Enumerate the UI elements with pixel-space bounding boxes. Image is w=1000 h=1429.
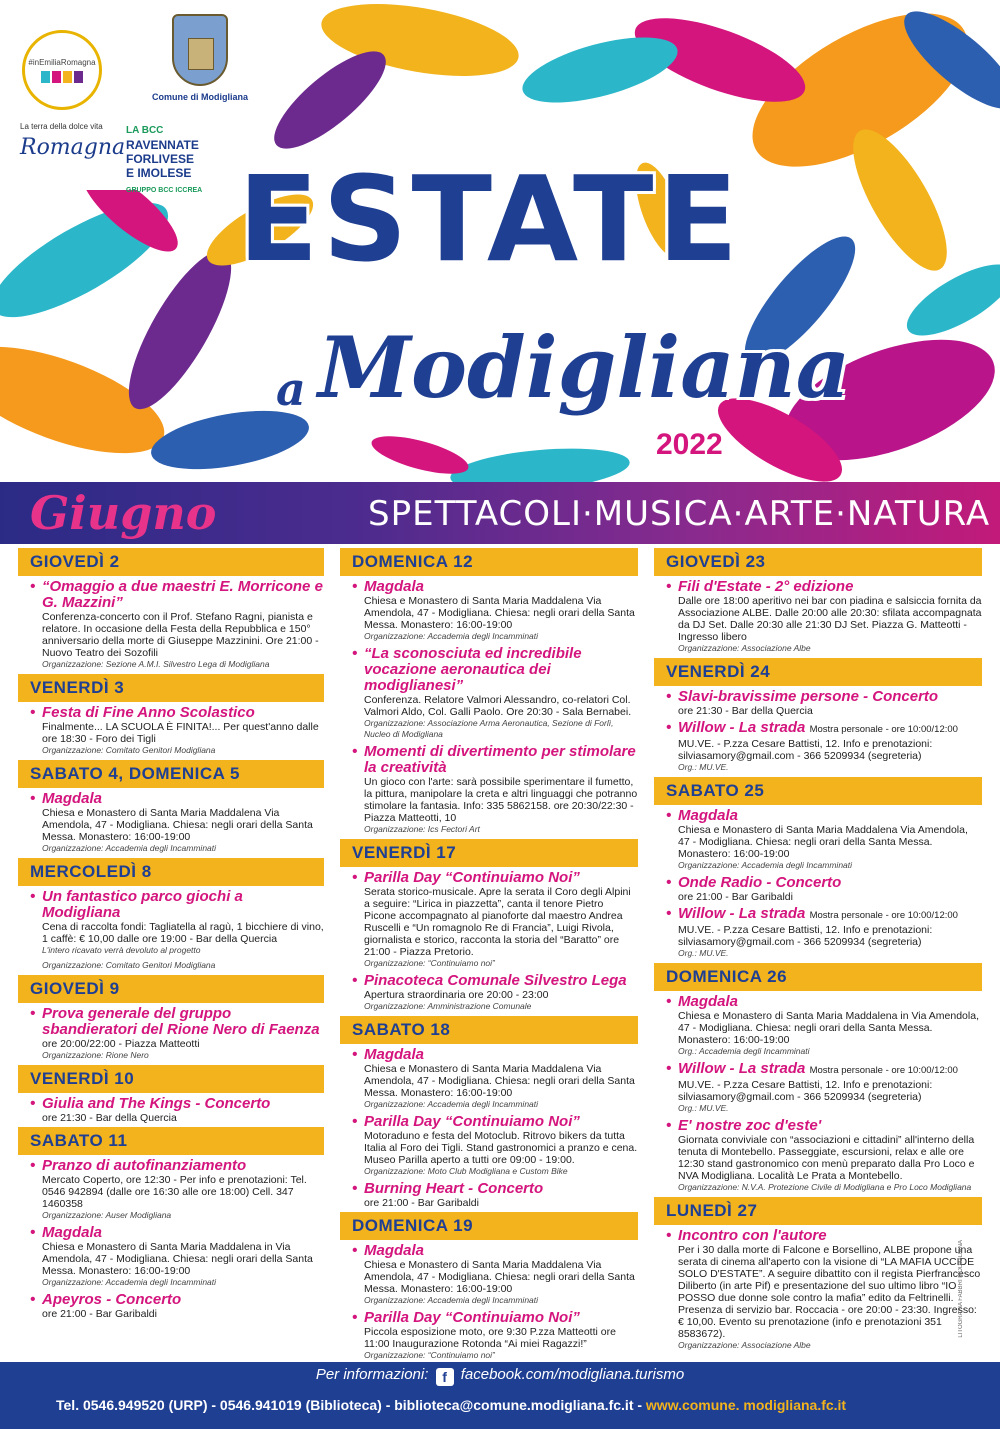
- bcc-line1: RAVENNATE: [126, 138, 199, 152]
- event-description: Chiesa e Monastero di Santa Maria Maddalena Via Amendola, 47 - Modigliana. Chiesa: negli orari della Santa Messa. Monastero: 16:00-19:00: [364, 1259, 635, 1295]
- event-description: ore 21:00 - Bar Garibaldi: [364, 1197, 479, 1209]
- day-header: GIOVEDÌ 23: [654, 548, 982, 576]
- event-description: Motoraduno e festa del Motoclub. Ritrovo bikers da tutta Italia al Foro dei Tigli. Stand gastronomici a pranzo e cena. Museo Parilla aperto a tutti ore 09:00 - 19:00.: [364, 1130, 638, 1166]
- event-description: Giornata conviviale con “associazioni e cittadini” all'interno della tenuta di Montebello. Passeggiate, escursioni, relax e alle ore 12:30 stand gastronomico con menù preparato dalla Pro Loco e NVA Modigliana. Località Le Prata a Montebello.: [678, 1134, 975, 1182]
- event-title-text: Magdala: [42, 1224, 103, 1241]
- event-description: ore 21:30 - Bar della Quercia: [42, 1112, 177, 1124]
- event-organizer: Organizzazione: Rione Nero: [42, 1050, 149, 1060]
- event-organizer: Org.: MU.VE.: [678, 1103, 729, 1113]
- event-description: Chiesa e Monastero di Santa Maria Maddalena in Via Amendola, 47 - Modigliana. Chiesa: negli orari della Santa Messa. Monastero: 16:00-19:00: [678, 1010, 979, 1046]
- event-title: [352, 1114, 638, 1130]
- event-title: [30, 579, 324, 611]
- event-title-text: Burning Heart - Concerto: [364, 1180, 544, 1197]
- day-header: DOMENICA 26: [654, 963, 982, 991]
- event-item: [18, 705, 324, 756]
- event-item: [654, 579, 982, 654]
- event-organizer: Organizzazione: Amministrazione Comunale: [364, 1001, 532, 1011]
- event-title-text: Festa di Fine Anno Scolastico: [42, 704, 255, 721]
- program-column-2: [340, 548, 638, 1365]
- event-organizer: Organizzazione: Accademia degli Incamminati: [678, 860, 853, 870]
- romagna-tagline: La terra della dolce vita: [20, 122, 103, 131]
- event-description: Conferenza-concerto con il Prof. Stefano Ragni, pianista e relatore. In occasione della Festa della Repubblica e 150° anniversario della morte di Giuseppe Mazzinini. Ore 21:00 - Nuovo Teatro dei Sozofili: [42, 611, 319, 659]
- event-title: [352, 1047, 638, 1063]
- event-item: [18, 1292, 324, 1320]
- event-title: [352, 579, 638, 595]
- title-estate: ESTATE: [237, 150, 743, 288]
- event-organizer: Organizzazione: “Continuiamo noi”: [364, 958, 495, 968]
- event-title: [666, 1061, 982, 1079]
- event-title-text: Pranzo di autofinanziamento: [42, 1157, 247, 1174]
- event-item: [654, 994, 982, 1057]
- event-description: Chiesa e Monastero di Santa Maria Maddalena Via Amendola, 47 - Modigliana. Chiesa: negli orari della Santa Messa. Monastero: 16:00-19:00: [42, 807, 313, 843]
- event-title: [30, 1292, 324, 1308]
- day-header: SABATO 25: [654, 777, 982, 805]
- event-title-text: Parilla Day “Continuiamo Noi”: [364, 1309, 580, 1326]
- event-title-text: Parilla Day “Continuiamo Noi”: [364, 1113, 580, 1130]
- event-item: [18, 791, 324, 854]
- facebook-link[interactable]: facebook.com/modigliana.turismo: [460, 1366, 685, 1383]
- event-item: [654, 906, 982, 959]
- event-title: [666, 875, 982, 891]
- day-header: MERCOLEDÌ 8: [18, 858, 324, 886]
- event-title: [30, 791, 324, 807]
- event-description: Conferenza. Relatore Valmori Alessandro, co-relatori Col. Valmori Aldo, Col. Galli Paolo. Ore 20:30 - Sala Bernabei.: [364, 694, 632, 718]
- bcc-group: GRUPPO BCC ICCREA: [126, 187, 203, 194]
- event-title-text: Giulia and The Kings - Concerto: [42, 1095, 271, 1112]
- event-organizer: Organizzazione: Accademia degli Incamminati: [364, 1099, 539, 1109]
- event-organizer: Organizzazione: “Continuiamo noi”: [364, 1350, 495, 1360]
- event-description: Piccola esposizione moto, ore 9:30 P.zza Matteotti ore 11:00 Inaugurazione Rotonda “Ai miei Ragazzi!”: [364, 1326, 616, 1350]
- event-title: [30, 889, 324, 921]
- event-organizer: Organizzazione: Moto Club Modigliana e Custom Bike: [364, 1166, 568, 1176]
- romagna-logo: [20, 122, 126, 160]
- event-title-text: Fili d'Estate - 2° edizione: [678, 578, 854, 595]
- day-header: GIOVEDÌ 2: [18, 548, 324, 576]
- event-description: Mercato Coperto, ore 12:30 - Per info e prenotazioni: Tel. 0546 942894 (dalle ore 16:30 alle ore 18:00) Cell. 347 1460358: [42, 1174, 307, 1210]
- event-title-text: Magdala: [364, 1046, 425, 1063]
- event-item: [340, 1114, 638, 1177]
- event-item: [340, 1243, 638, 1306]
- event-organizer: Organizzazione: Accademia degli Incamminati: [42, 1277, 217, 1287]
- event-description: ore 21:00 - Bar Garibaldi: [678, 891, 793, 903]
- comune-crest-icon: [172, 14, 228, 86]
- event-item: [18, 1158, 324, 1221]
- event-description: Chiesa e Monastero di Santa Maria Maddalena Via Amendola, 47 - Modigliana. Chiesa: negli orari della Santa Messa. Monastero: 16:00-19:00: [364, 595, 635, 631]
- event-organizer: Organizzazione: Accademia degli Incamminati: [364, 1295, 539, 1305]
- day-header: DOMENICA 19: [340, 1212, 638, 1240]
- contacts-text: Tel. 0546.949520 (URP) - 0546.941019 (Biblioteca) - biblioteca@comune.modigliana.fc.it -: [56, 1397, 643, 1413]
- event-title-text: Prova generale del gruppo sbandieratori del Rione Nero di Faenza: [42, 1005, 320, 1038]
- event-title: [666, 994, 982, 1010]
- day-header: VENERDÌ 10: [18, 1065, 324, 1093]
- event-title: [666, 720, 982, 738]
- event-title-text: Momenti di divertimento per stimolare la creatività: [364, 743, 636, 776]
- event-organizer: Organizzazione: Accademia degli Incamminati: [364, 631, 539, 641]
- event-item: [340, 1181, 638, 1209]
- romagna-wordmark: Romagna: [20, 135, 126, 160]
- event-title: [352, 1243, 638, 1259]
- event-title: [30, 1225, 324, 1241]
- footer-contacts: [56, 1397, 956, 1413]
- event-item: [340, 1310, 638, 1361]
- event-item: [18, 1006, 324, 1061]
- event-organizer: Organizzazione: Associazione Albe: [678, 1340, 811, 1350]
- event-description: ore 21:30 - Bar della Quercia: [678, 705, 813, 717]
- event-description: Serata storico-musicale. Apre la serata il Coro degli Alpini a seguire: “Lirica in piazzetta”, canta il tenore Pietro Picone accompagnato al pianoforte dal maestro Andrea Ruscelli e “Un romagnolo Re di Francia”, Luigi Rivola, giornalista e storico, racconta la storia del “Baratto” ore 21:00 - Piazza Pretorio.: [364, 886, 631, 958]
- event-description: Chiesa e Monastero di Santa Maria Maddalena in Via Amendola, 47 - Modigliana. Chiesa: negli orari della Santa Messa. Monastero: 16:00-19:00: [42, 1241, 313, 1277]
- program-column-3: [654, 548, 982, 1355]
- event-item: [18, 1225, 324, 1288]
- event-title: [666, 808, 982, 824]
- event-note: L'intero ricavato verrà devoluto al progetto: [42, 945, 201, 955]
- event-item: [654, 1061, 982, 1114]
- event-title-text: Parilla Day “Continuiamo Noi”: [364, 869, 580, 886]
- event-title: [666, 579, 982, 595]
- day-header: VENERDÌ 17: [340, 839, 638, 867]
- event-description: ore 21:00 - Bar Garibaldi: [42, 1308, 157, 1320]
- event-description: ore 20:00/22:00 - Piazza Matteotti: [42, 1038, 200, 1050]
- facebook-icon: f: [436, 1368, 454, 1386]
- event-title: [352, 870, 638, 886]
- event-description: MU.VE. - P.zza Cesare Battisti, 12. Info e prenotazioni: silviasamory@gmail.com - 366 5209934 (segreteria): [678, 1079, 933, 1103]
- event-title-text: Willow - La strada: [678, 905, 806, 922]
- event-description: Dalle ore 18:00 aperitivo nei bar con piadina e salsiccia fornita da Associazione ALBE. Dalle 20:00 alle 20:30: sfilata accompagnata da DJ Set. Dalle 20:30 alle 21:30 DJ Set. Piazza G. Matteotti - Ingresso libero: [678, 595, 982, 643]
- event-title-text: Pinacoteca Comunale Silvestro Lega: [364, 972, 627, 989]
- website-link[interactable]: www.comune. modigliana.fc.it: [645, 1397, 847, 1413]
- event-description: MU.VE. - P.zza Cesare Battisti, 12. Info e prenotazioni: silviasamory@gmail.com - 366 5209934 (segreteria): [678, 738, 933, 762]
- event-description: Per i 30 dalla morte di Falcone e Borsellino, ALBE propone una serata di cinema all'aperto con la visione di “LA MAFIA UCCIDE SOLO D'ESTATE”. A seguire dibattito con il regista Pierfrancesco Diliberto (in arte Pif) e presentazione del suo ultimo libro “IO POSSO due donne sole contro la mafia” edito da Feltrinelli. Presenza di servizio bar. Roccacia - ore 20:00 - 23:30. Ingresso: € 10,00. Evento su prenotazione (info e prenotazioni 351 8583672).: [678, 1244, 981, 1340]
- event-title: [30, 1006, 324, 1038]
- title-a: a: [276, 362, 306, 416]
- comune-name: Comune di Modigliana: [152, 92, 248, 102]
- title-year: 2022: [656, 428, 723, 461]
- event-title-text: Magdala: [42, 790, 103, 807]
- event-title: [666, 906, 982, 924]
- event-item: [654, 875, 982, 903]
- title-place: Modigliana: [318, 318, 851, 417]
- event-item: [340, 646, 638, 740]
- event-organizer: Organizzazione: Sezione A.M.I. Silvestro Lega di Modigliana: [42, 659, 270, 669]
- day-header: SABATO 4, DOMENICA 5: [18, 760, 324, 788]
- event-title: [352, 744, 638, 776]
- event-title-text: Apeyros - Concerto: [42, 1291, 182, 1308]
- event-organizer: Organizzazione: Comitato Genitori Modigliana: [42, 745, 216, 755]
- bcc-mark: LA BCC: [126, 125, 164, 136]
- event-item: [18, 889, 324, 971]
- event-item: [654, 720, 982, 773]
- event-title-text: Un fantastico parco giochi a Modigliana: [42, 888, 243, 921]
- day-header: GIOVEDÌ 9: [18, 975, 324, 1003]
- event-title: [666, 1118, 982, 1134]
- month-label: Giugno: [30, 486, 217, 540]
- event-item: [340, 973, 638, 1012]
- event-description: Chiesa e Monastero di Santa Maria Maddalena Via Amendola, 47 - Modigliana. Chiesa: negli orari della Santa Messa. Monastero: 16:00-19:00: [678, 824, 968, 860]
- event-description: Finalmente... LA SCUOLA È FINITA!... Per quest'anno dalle ore 18:30 - Foro dei Tigli: [42, 721, 319, 745]
- event-description: Cena di raccolta fondi: Tagliatella al ragù, 1 bicchiere di vino, 1 caffè: € 10,00 dalle ore 19:00 - Bar della Quercia: [42, 921, 324, 945]
- event-title: [666, 689, 982, 705]
- program-grid: [18, 548, 982, 1360]
- event-title-text: Onde Radio - Concerto: [678, 874, 842, 891]
- bcc-line2: FORLIVESE: [126, 152, 195, 166]
- event-title: [352, 1181, 638, 1197]
- event-item: [18, 1096, 324, 1124]
- program-column-1: [18, 548, 324, 1323]
- event-description: Apertura straordinaria ore 20:00 - 23:00: [364, 989, 549, 1001]
- event-organizer: Organizzazione: N.V.A. Protezione Civile di Modigliana e Pro Loco Modigliana: [678, 1182, 972, 1192]
- event-title-text: Willow - La strada: [678, 719, 806, 736]
- event-item: [340, 744, 638, 835]
- event-organizer: Organizzazione: Ics Fectori Art: [364, 824, 480, 834]
- event-organizer: Org.: MU.VE.: [678, 762, 729, 772]
- event-organizer: Organizzazione: Auser Modigliana: [42, 1210, 172, 1220]
- event-title: [30, 705, 324, 721]
- event-title: [30, 1096, 324, 1112]
- event-organizer: Org.: Accademia degli Incamminati: [678, 1046, 810, 1056]
- event-item: [340, 579, 638, 642]
- event-item: [340, 1047, 638, 1110]
- band-tagline: SPETTACOLI·MUSICA·ARTE·NATURA: [368, 494, 991, 534]
- event-title-text: E' nostre zoc d'este': [678, 1117, 822, 1134]
- event-item: [654, 808, 982, 871]
- event-title: [30, 1158, 324, 1174]
- event-title-text: Slavi-bravissime persone - Concerto: [678, 688, 939, 705]
- event-title-text: Magdala: [364, 1242, 425, 1259]
- event-description: MU.VE. - P.zza Cesare Battisti, 12. Info e prenotazioni: silviasamory@gmail.com - 366 5209934 (segreteria): [678, 924, 933, 948]
- footer-info-row: [0, 1366, 1000, 1386]
- event-title: [352, 646, 638, 694]
- event-description: Un gioco con l'arte: sarà possibile sperimentare il fumetto, la pittura, manipolare la creta e altri linguaggi che potranno stimolare la fantasia. Info: 335 5862158. ore 20:30/22:30 - Piazza Matteotti, 10: [364, 776, 638, 824]
- event-item: [654, 1118, 982, 1193]
- day-header: SABATO 18: [340, 1016, 638, 1044]
- event-title: [352, 973, 638, 989]
- event-title: [666, 1228, 982, 1244]
- day-header: DOMENICA 12: [340, 548, 638, 576]
- comune-logo: [150, 14, 250, 102]
- event-organizer: Organizzazione: Accademia degli Incamminati: [42, 843, 217, 853]
- day-header: VENERDÌ 24: [654, 658, 982, 686]
- event-title-text: “La sconosciuta ed incredibile vocazione aeronautica dei modiglianesi”: [364, 645, 582, 694]
- event-organizer: Org.: MU.VE.: [678, 948, 729, 958]
- day-header: LUNEDÌ 27: [654, 1197, 982, 1225]
- event-item: [340, 870, 638, 969]
- event-title-text: Magdala: [364, 578, 425, 595]
- info-label: Per informazioni:: [315, 1366, 429, 1383]
- event-inline-note: Mostra personale - ore 10:00/12:00: [809, 1065, 958, 1076]
- emilia-romagna-text: #inEmiliaRomagna: [28, 57, 96, 67]
- event-inline-note: Mostra personale - ore 10:00/12:00: [809, 724, 958, 735]
- day-header: VENERDÌ 3: [18, 674, 324, 702]
- event-organizer: Organizzazione: Comitato Genitori Modigliana: [42, 960, 216, 970]
- event-title-text: Magdala: [678, 993, 739, 1010]
- event-inline-note: Mostra personale - ore 10:00/12:00: [809, 910, 958, 921]
- bcc-line3: E IMOLESE: [126, 166, 192, 180]
- event-item: [654, 1228, 982, 1351]
- event-title-text: Incontro con l'autore: [678, 1227, 827, 1244]
- event-organizer: Organizzazione: Associazione Arma Aeronautica, Sezione di Forlì, Nucleo di Modigliana: [364, 718, 614, 739]
- day-header: SABATO 11: [18, 1127, 324, 1155]
- printer-credit: LITOGRAFIA FABBRI MODIGLIANA: [958, 1240, 964, 1338]
- event-item: [654, 689, 982, 717]
- event-item: [18, 579, 324, 670]
- event-description: Chiesa e Monastero di Santa Maria Maddalena Via Amendola, 47 - Modigliana. Chiesa: negli orari della Santa Messa. Monastero: 16:00-19:00: [364, 1063, 635, 1099]
- event-organizer: Organizzazione: Associazione Albe: [678, 643, 811, 653]
- event-title-text: Magdala: [678, 807, 739, 824]
- emilia-romagna-logo: [22, 30, 102, 110]
- event-title-text: “Omaggio a due maestri E. Morricone e G. Mazzini”: [42, 578, 323, 611]
- event-title: [352, 1310, 638, 1326]
- event-title-text: Willow - La strada: [678, 1060, 806, 1077]
